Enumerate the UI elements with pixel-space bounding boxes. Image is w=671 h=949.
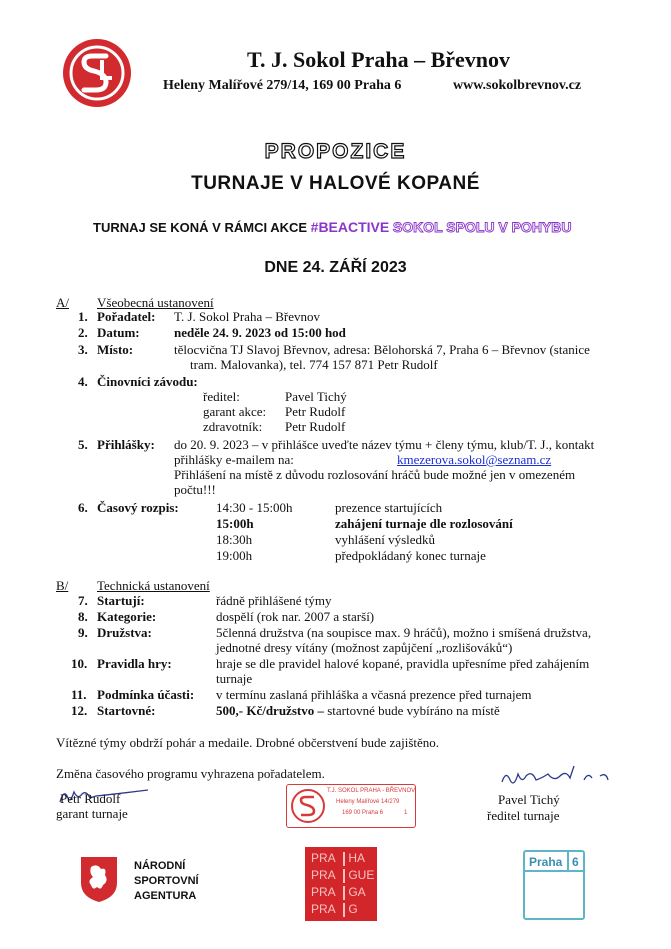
stamp-line: 169 00 Praha 6	[342, 810, 384, 816]
sig-right-role: ředitel turnaje	[487, 808, 560, 823]
subline-suffix: SOKOL SPOLU V POHYBU	[392, 219, 572, 235]
item-value-cont: turnaje	[216, 671, 253, 686]
item-key: Kategorie:	[97, 609, 157, 624]
event-date: DNE 24. ZÁŘÍ 2023	[264, 259, 407, 276]
praha-cell: GUE	[348, 868, 375, 882]
schedule-time: 18:30h	[216, 532, 253, 547]
official-name: Pavel Tichý	[285, 389, 347, 404]
item-value: v termínu zaslaná přihláška a včasná prezence před turnajem	[216, 687, 532, 702]
email-link[interactable]: kmezerova.sokol@seznam.cz	[397, 452, 552, 467]
schedule-event: vyhlášení výsledků	[335, 532, 436, 547]
item-key: Časový rozpis:	[97, 500, 179, 515]
section-b-title: Technická ustanovení	[97, 578, 210, 593]
item-num: 12.	[71, 703, 88, 718]
item-num: 8.	[78, 609, 88, 624]
praha-row	[311, 850, 377, 867]
section-a-title: Všeobecná ustanovení	[97, 295, 214, 310]
subline-hashtag: #BEACTIVE	[310, 219, 390, 235]
praha-logo	[305, 847, 377, 921]
item-value-cont: Přihlášení na místě z důvodu rozlosování hráčů bude možné jen v omezeném	[174, 467, 576, 482]
item-key: Podmínka účasti:	[97, 687, 195, 702]
czech-lion-icon	[79, 855, 119, 903]
item-value-line	[216, 703, 500, 718]
schedule-event: předpokládaný konec turnaje	[335, 548, 486, 563]
item-num: 11.	[71, 687, 87, 702]
item-value: hraje se dle pravidel halové kopané, pravidla upřesníme před zahájením	[216, 656, 590, 671]
praha-row	[311, 901, 377, 918]
item-value-cont: jednotné dresy vítány (možnost zapůjčení „rozlišováků“)	[216, 640, 513, 655]
item-value: do 20. 9. 2023 – v přihlášce uveďte název týmu + členy týmu, klub/T. J., kontakt	[174, 437, 595, 452]
item-value-cont: počtu!!!	[174, 482, 216, 497]
praha-cell: PRA	[311, 868, 336, 882]
praha-cell: PRA	[311, 902, 336, 916]
praha-cell: HA	[348, 851, 366, 865]
note-prizes: Vítězné týmy obdrží pohár a medaile. Drobné občerstvení bude zajištěno.	[56, 735, 440, 750]
nsa-line: NÁRODNÍ	[134, 860, 186, 872]
official-role: garant akce:	[203, 404, 267, 419]
signature-right	[496, 760, 616, 790]
item-value-cont: přihlášky e-mailem na:	[174, 452, 294, 467]
official-name: Petr Rudolf	[285, 404, 346, 419]
sokol-logo	[62, 38, 132, 108]
item-num: 7.	[78, 593, 88, 608]
item-value: tělocvična TJ Slavoj Břevnov, adresa: Bělohorská 7, Praha 6 – Břevnov (stanice	[174, 342, 590, 357]
praha-row	[311, 867, 377, 884]
stamp-line: T.J. SOKOL PRAHA - BŘEVNOV	[327, 788, 416, 794]
item-key: Startují:	[97, 593, 145, 608]
sig-right-name: Pavel Tichý	[498, 792, 560, 807]
item-value: 5členná družstva (na soupisce max. 9 hráčů), možno i smíšená družstva,	[216, 625, 592, 640]
item-key: Družstva:	[97, 625, 152, 640]
fee-amount: 500,- Kč/družstvo –	[216, 703, 324, 718]
item-value: neděle 24. 9. 2023 od 15:00 hod	[174, 325, 346, 340]
title-propozice-wrap	[0, 140, 671, 164]
item-num: 2.	[78, 325, 88, 340]
title-propozice: PROPOZICE	[264, 140, 407, 163]
schedule-time: 14:30 - 15:00h	[216, 500, 293, 515]
item-key: Pořadatel:	[97, 309, 156, 324]
schedule-event: zahájení turnaje dle rozlosování	[335, 516, 513, 531]
org-website[interactable]: www.sokolbrevnov.cz	[453, 78, 582, 93]
item-key: Místo:	[97, 342, 134, 357]
title-subline	[93, 219, 572, 235]
official-role: zdravotník:	[203, 419, 263, 434]
item-num: 1.	[78, 309, 88, 324]
org-address: Heleny Malířové 279/14, 169 00 Praha 6	[163, 78, 402, 93]
praha-cell: GA	[348, 885, 366, 899]
organization-stamp	[286, 784, 416, 828]
section-b-label: B/	[56, 578, 69, 593]
schedule-time: 15:00h	[216, 516, 254, 531]
item-value-cont: tram. Malovanka), tel. 774 157 871 Petr Rudolf	[190, 357, 438, 372]
nsa-line: SPORTOVNÍ	[134, 875, 199, 887]
item-key: Činovníci závodu:	[97, 374, 198, 389]
item-num: 10.	[71, 656, 88, 671]
sokol-logo-icon	[62, 38, 132, 108]
praha-cell: PRA	[311, 851, 336, 865]
item-value: T. J. Sokol Praha – Břevnov	[174, 309, 320, 324]
stamp-line: 1	[404, 810, 408, 816]
item-value: řádně přihlášené týmy	[216, 593, 332, 608]
item-num: 6.	[78, 500, 88, 515]
stamp-logo-icon	[290, 788, 326, 824]
schedule-time: 19:00h	[216, 548, 253, 563]
item-key: Datum:	[97, 325, 140, 340]
sig-left-role: garant turnaje	[56, 806, 128, 821]
item-num: 5.	[78, 437, 88, 452]
item-value: dospělí (rok nar. 2007 a starší)	[216, 609, 375, 624]
praha6-label: Praha	[529, 855, 563, 869]
item-key: Přihlášky:	[97, 437, 155, 452]
praha-row	[311, 884, 377, 901]
official-role: ředitel:	[203, 389, 240, 404]
item-key: Pravidla hry:	[97, 656, 172, 671]
subline-prefix: TURNAJ SE KONÁ V RÁMCI AKCE	[93, 220, 308, 235]
praha6-logo	[523, 850, 585, 920]
item-num: 9.	[78, 625, 88, 640]
nsa-line: AGENTURA	[134, 890, 197, 902]
item-num: 4.	[78, 374, 88, 389]
section-a-label: A/	[56, 295, 69, 310]
fee-note: startovné bude vybíráno na místě	[323, 703, 500, 718]
stamp-line: Heleny Malířové 14/279	[336, 799, 400, 805]
praha-cell: G	[348, 902, 358, 916]
item-key: Startovné:	[97, 703, 156, 718]
praha-cell: PRA	[311, 885, 336, 899]
sig-left-name: Petr Rudolf	[60, 791, 121, 806]
schedule-event: prezence startujících	[335, 500, 443, 515]
title-main: TURNAJE V HALOVÉ KOPANÉ	[191, 173, 480, 194]
note-schedule-change: Změna časového programu vyhrazena pořadatelem.	[56, 766, 325, 781]
praha6-number: 6	[572, 855, 579, 869]
official-name: Petr Rudolf	[285, 419, 346, 434]
item-num: 3.	[78, 342, 88, 357]
org-name: T. J. Sokol Praha – Břevnov	[247, 47, 511, 72]
